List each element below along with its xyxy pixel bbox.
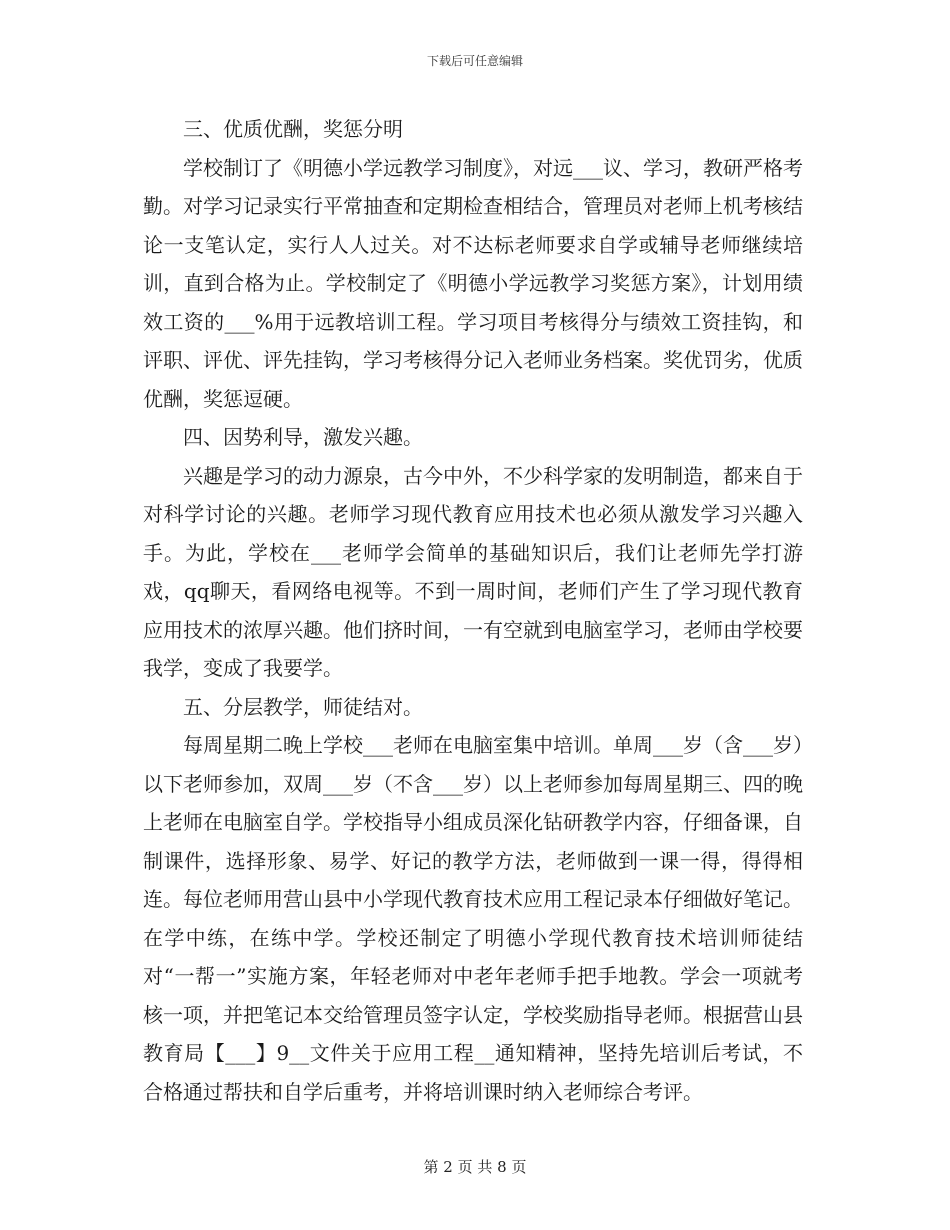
- section-4-paragraph: 兴趣是学习的动力源泉，古今中外，不少科学家的发明制造，都来自于对科学讨论的兴趣。老师学习现代教育应用技术也必须从激发学习兴趣入手。为此，学校在___老师学会简单的基础知识后，我们让老师先学打游戏，qq聊天，看网络电视等。不到一周时间，老师们产生了学习现代教育应用技术的浓厚兴趣。他们挤时间，一有空就到电脑室学习，老师由学校要我学，变成了我要学。: [143, 463, 803, 680]
- page-header-note: 下载后可任意编辑: [426, 54, 523, 68]
- section-3-heading: 三、优质优酬，奖惩分明: [183, 117, 403, 141]
- page-number: 第 2 页 共 8 页: [423, 1158, 527, 1176]
- section-5-paragraph: 每周星期二晚上学校___老师在电脑室集中培训。单周___岁（含___岁）以下老师参加，双周___岁（不含___岁）以上老师参加每周星期三、四的晚上老师在电脑室自学。学校指导小组成员深化钻研教学内容，仔细备课，自制课件，选择形象、易学、好记的教学方法，老师做到一课一得，得得相连。每位老师用营山县中小学现代教育技术应用工程记录本仔细做好笔记。在学中练，在练中学。学校还制定了明德小学现代教育技术培训师徒结对“一帮一”实施方案，年轻老师对中老年老师手把手地教。学会一项就考核一项，并把笔记本交给管理员签字认定，学校奖励指导老师。根据营山县教育局【___】9__文件关于应用工程__通知精神，坚持先培训后考试，不合格通过帮扶和自学后重考，并将培训课时纳入老师综合考评。: [143, 733, 803, 1104]
- section-5-heading: 五、分层教学，师徒结对。: [183, 694, 423, 719]
- document-body: [143, 110, 803, 1111]
- section-3-paragraph: 学校制订了《明德小学远教学习制度》，对远___议、学习，教研严格考勤。对学习记录实行平常抽查和定期检查相结合，管理员对老师上机考核结论一支笔认定，实行人人过关。对不达标老师要求自学或辅导老师继续培训，直到合格为止。学校制定了《明德小学远教学习奖惩方案》，计划用绩效工资的___%用于远教培训工程。学习项目考核得分与绩效工资挂钩，和评职、评优、评先挂钩，学习考核得分记入老师业务档案。奖优罚劣，优质优酬，奖惩逗硬。: [143, 155, 803, 411]
- section-4-heading: 四、因势利导，激发兴趣。: [183, 425, 423, 449]
